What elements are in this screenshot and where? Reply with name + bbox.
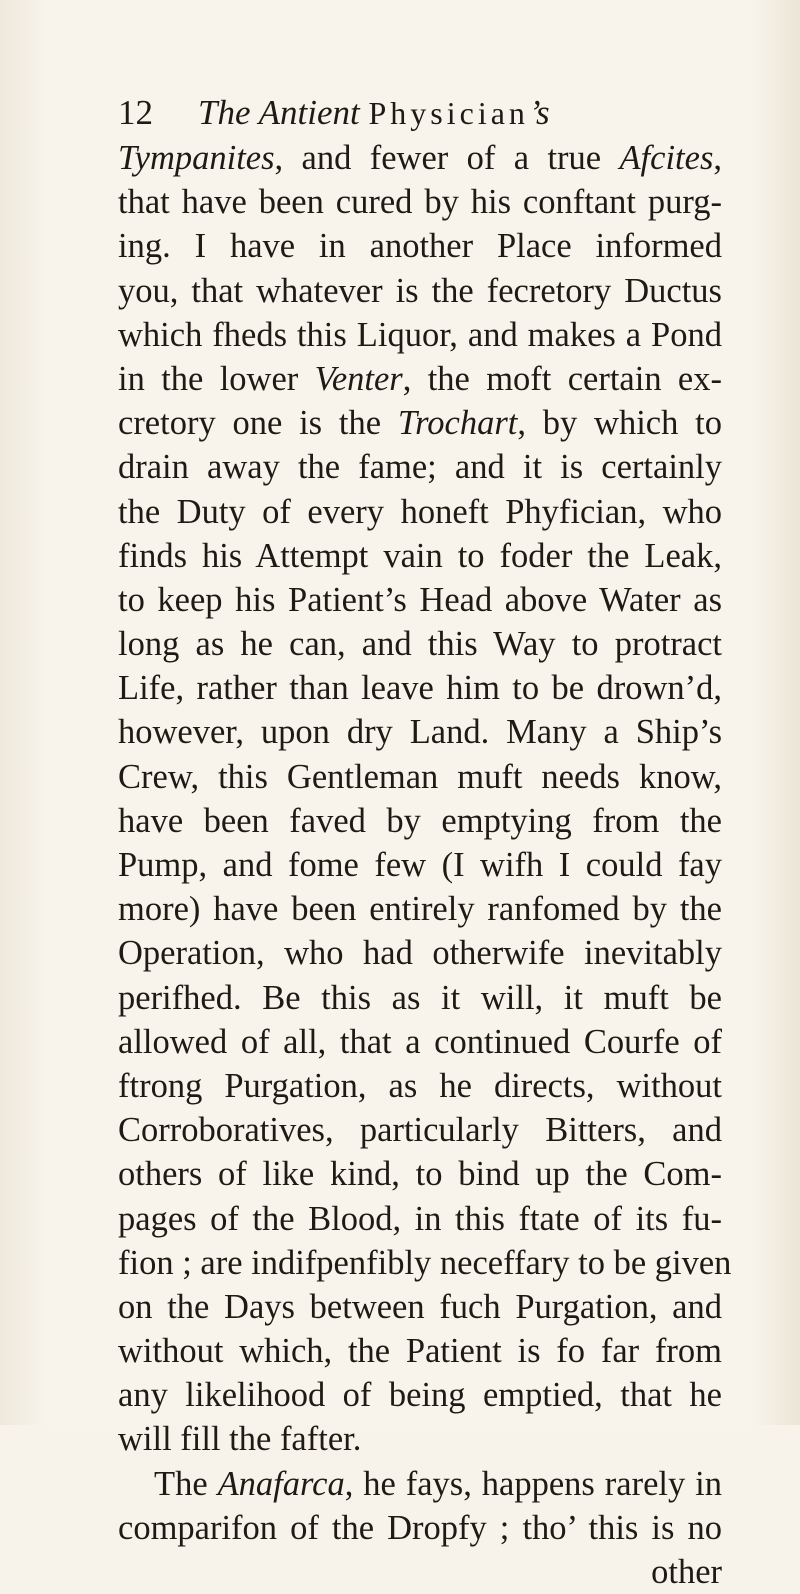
body-text: [118, 136, 732, 1594]
text-line: that have been cured by his conftant purg-: [118, 183, 722, 222]
text-line: [118, 357, 722, 401]
text-line: comparifon of the Dropfy ; tho’ this is no: [118, 1508, 722, 1547]
text-line: Crew, this Gentleman muft needs know,: [118, 757, 722, 796]
text-line: [118, 1462, 722, 1506]
text-line: finds his Attempt vain to foder the Leak,: [118, 536, 722, 575]
text-line: you, that whatever is the fecretory Ductus: [118, 271, 722, 310]
text-line: Life, rather than leave him to be drown’d,: [118, 669, 722, 708]
italic-term: Afcites: [619, 139, 714, 177]
text-line: perifhed. Be this as it will, it muft be: [118, 978, 722, 1017]
italic-term: Tympanites: [118, 139, 275, 177]
italic-term: Trochart: [397, 404, 518, 443]
line-segment: in the lower: [118, 359, 315, 398]
text-line: have been faved by emptying from the: [118, 801, 722, 840]
text-line: Corroboratives, particularly Bitters, and: [118, 1111, 722, 1150]
line-segment: , the moft certain ex-: [402, 359, 722, 398]
line-segment: , by which to: [517, 404, 722, 443]
text-line: ftrong Purgation, as he directs, without: [118, 1066, 722, 1105]
catchword: other: [651, 1553, 722, 1591]
text-line: will fill the fafter.: [118, 1420, 362, 1459]
text-line: fion ; are indifpenfibly neceffary to be given: [118, 1243, 732, 1282]
line-segment: , and fewer of a true: [274, 139, 620, 177]
text-line: allowed of all, that a continued Courfe of: [118, 1022, 722, 1061]
text-line: Pump, and fome few (I wifh I could fay: [118, 846, 722, 884]
page-number: 12: [118, 93, 153, 132]
running-header: [118, 88, 718, 138]
italic-term: Venter: [314, 359, 403, 398]
text-line: more) have been entirely ranfomed by the: [118, 890, 722, 929]
header-title-caps: Physician: [368, 95, 529, 131]
text-line: to keep his Patient’s Head above Water as: [118, 580, 722, 619]
italic-term: Anafarca: [217, 1464, 345, 1503]
line-segment: The: [154, 1464, 218, 1503]
text-line: [118, 401, 722, 445]
text-line: pages of the Blood, in this ftate of its fu-: [118, 1199, 722, 1238]
text-line: long as he can, and this Way to protract: [118, 625, 722, 664]
text-line: ing. I have in another Place informed: [118, 227, 722, 266]
text-line: which fheds this Liquor, and makes a Pond: [118, 315, 722, 354]
line-segment: ,: [713, 139, 722, 177]
text-line: any likelihood of being emptied, that he: [118, 1376, 722, 1415]
text-line: Operation, who had otherwife inevitably: [118, 934, 722, 973]
line-segment: cretory one is the: [118, 404, 398, 443]
text-line: without which, the Patient is fo far from: [118, 1332, 722, 1371]
text-line: others of like kind, to bind up the Com-: [118, 1155, 722, 1194]
text-line: however, upon dry Land. Many a Ship’s: [118, 713, 722, 752]
line-segment: , he fays, happens rarely in: [344, 1464, 722, 1503]
text-line: [118, 136, 722, 180]
header-title-end: ’s: [528, 93, 550, 132]
text-line: on the Days between fuch Purgation, and: [118, 1287, 722, 1326]
text-line: the Duty of every honeft Phyfician, who: [118, 492, 722, 531]
header-title-italic: The Antient: [198, 93, 360, 132]
text-line: drain away the fame; and it is certainly: [118, 448, 722, 487]
